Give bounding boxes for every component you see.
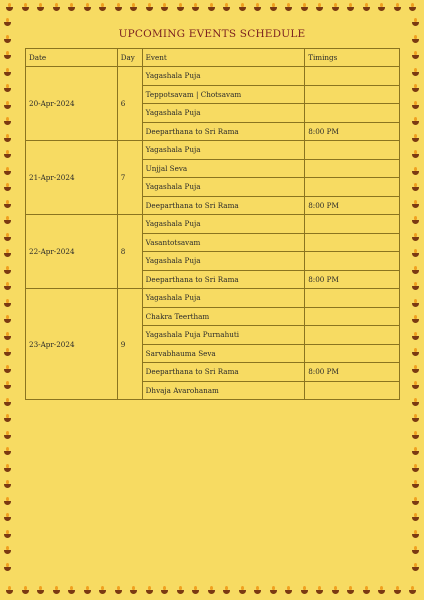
event-cell: Yagashala Puja (142, 289, 305, 308)
diya-lamp-icon (412, 369, 419, 373)
diya-lamp-icon (412, 550, 419, 554)
diya-lamp-icon (53, 590, 60, 594)
diya-lamp-icon (412, 187, 419, 191)
diya-lamp-icon (4, 517, 11, 521)
diya-lamp-icon (332, 7, 339, 11)
diya-lamp-icon (412, 171, 419, 175)
event-cell: Sarvabhauma Seva (142, 344, 305, 363)
diya-lamp-icon (412, 55, 419, 59)
timing-cell (305, 381, 400, 400)
diya-lamp-icon (223, 7, 230, 11)
event-cell: Yagashala Puja (142, 67, 305, 86)
timing-cell (305, 104, 400, 123)
diya-lamp-icon (412, 385, 419, 389)
diya-lamp-icon (4, 105, 11, 109)
diya-lamp-icon (347, 590, 354, 594)
date-cell: 22-Apr-2024 (26, 215, 118, 289)
diya-lamp-icon (239, 590, 246, 594)
diya-lamp-icon (412, 418, 419, 422)
event-cell: Yagashala Puja (142, 178, 305, 197)
event-cell: Yagashala Puja (142, 141, 305, 160)
timing-cell (305, 159, 400, 178)
event-cell: Yagashala Puja (142, 252, 305, 271)
date-cell: 23-Apr-2024 (26, 289, 118, 400)
diya-lamp-icon (208, 7, 215, 11)
event-cell: Deeparthana to Sri Rama (142, 270, 305, 289)
timing-cell (305, 252, 400, 271)
diya-lamp-icon (6, 590, 13, 594)
diya-lamp-icon (84, 7, 91, 11)
diya-lamp-icon (301, 590, 308, 594)
diya-lamp-icon (363, 7, 370, 11)
diya-lamp-icon (378, 7, 385, 11)
header-row (26, 49, 400, 67)
diya-lamp-icon (254, 590, 261, 594)
timing-cell (305, 326, 400, 345)
diya-lamp-icon (4, 270, 11, 274)
diya-lamp-icon (130, 590, 137, 594)
timing-cell: 8:00 PM (305, 363, 400, 382)
day-cell: 9 (117, 289, 142, 400)
diya-lamp-icon (4, 72, 11, 76)
diya-lamp-icon (412, 319, 419, 323)
diya-lamp-icon (4, 402, 11, 406)
diya-lamp-icon (239, 7, 246, 11)
diya-lamp-icon (4, 468, 11, 472)
date-cell: 21-Apr-2024 (26, 141, 118, 215)
diya-lamp-icon (4, 204, 11, 208)
diya-lamp-icon (4, 369, 11, 373)
event-cell: Dhvaja Avarohanam (142, 381, 305, 400)
diya-lamp-icon (4, 319, 11, 323)
diya-lamp-icon (412, 105, 419, 109)
diya-lamp-icon (285, 7, 292, 11)
schedule-table (25, 48, 400, 400)
diya-lamp-icon (412, 468, 419, 472)
diya-lamp-icon (412, 220, 419, 224)
header-timings: Timings (305, 49, 400, 67)
event-cell: Vasantotsavam (142, 233, 305, 252)
diya-lamp-icon (4, 88, 11, 92)
diya-lamp-icon (270, 590, 277, 594)
diya-lamp-icon (68, 590, 75, 594)
diya-lamp-icon (4, 336, 11, 340)
timing-cell (305, 344, 400, 363)
date-cell: 20-Apr-2024 (26, 67, 118, 141)
diya-lamp-icon (4, 435, 11, 439)
event-cell: Yagashala Puja (142, 215, 305, 234)
diya-lamp-icon (4, 534, 11, 538)
event-cell: Deeparthana to Sri Rama (142, 196, 305, 215)
timing-cell (305, 67, 400, 86)
diya-lamp-icon (68, 7, 75, 11)
table-row (26, 215, 400, 234)
table-row (26, 141, 400, 160)
diya-lamp-icon (412, 402, 419, 406)
diya-lamp-icon (316, 7, 323, 11)
event-cell: Unjjal Seva (142, 159, 305, 178)
diya-lamp-icon (4, 187, 11, 191)
diya-lamp-icon (84, 590, 91, 594)
diya-lamp-icon (99, 590, 106, 594)
event-cell: Yagashala Puja (142, 104, 305, 123)
timing-cell (305, 85, 400, 104)
timing-cell (305, 289, 400, 308)
diya-lamp-icon (53, 7, 60, 11)
diya-lamp-icon (4, 501, 11, 505)
timing-cell (305, 233, 400, 252)
day-cell: 6 (117, 67, 142, 141)
diya-lamp-icon (6, 7, 13, 11)
event-cell: Chakra Teertham (142, 307, 305, 326)
diya-lamp-icon (177, 590, 184, 594)
diya-lamp-icon (412, 303, 419, 307)
diya-lamp-icon (412, 534, 419, 538)
event-cell: Deeparthana to Sri Rama (142, 363, 305, 382)
diya-lamp-icon (412, 204, 419, 208)
diya-lamp-icon (4, 171, 11, 175)
diya-lamp-icon (412, 501, 419, 505)
diya-lamp-icon (4, 451, 11, 455)
diya-lamp-icon (412, 484, 419, 488)
diya-lamp-icon (115, 7, 122, 11)
diya-lamp-icon (412, 121, 419, 125)
event-cell: Teppotsavam | Chotsavam (142, 85, 305, 104)
diya-lamp-icon (37, 590, 44, 594)
table-row (26, 67, 400, 86)
diya-lamp-icon (22, 7, 29, 11)
timing-cell (305, 307, 400, 326)
diya-lamp-icon (192, 590, 199, 594)
diya-lamp-icon (412, 154, 419, 158)
diya-lamp-icon (4, 237, 11, 241)
diya-lamp-icon (4, 121, 11, 125)
diya-lamp-icon (4, 286, 11, 290)
diya-lamp-icon (99, 7, 106, 11)
diya-lamp-icon (161, 7, 168, 11)
diya-lamp-icon (412, 336, 419, 340)
diya-lamp-icon (394, 590, 401, 594)
diya-lamp-icon (363, 590, 370, 594)
table-row (26, 289, 400, 308)
diya-lamp-icon (4, 154, 11, 158)
header-day: Day (117, 49, 142, 67)
diya-lamp-icon (4, 303, 11, 307)
diya-lamp-icon (394, 7, 401, 11)
diya-lamp-icon (412, 22, 419, 26)
diya-lamp-icon (412, 270, 419, 274)
diya-lamp-icon (412, 435, 419, 439)
diya-lamp-icon (412, 237, 419, 241)
diya-lamp-icon (412, 451, 419, 455)
diya-lamp-icon (412, 72, 419, 76)
diya-lamp-icon (4, 484, 11, 488)
diya-lamp-icon (412, 286, 419, 290)
day-cell: 8 (117, 215, 142, 289)
timing-cell (305, 141, 400, 160)
diya-lamp-icon (409, 7, 416, 11)
diya-lamp-icon (412, 517, 419, 521)
header-date: Date (26, 49, 118, 67)
diya-lamp-icon (223, 590, 230, 594)
diya-lamp-icon (177, 7, 184, 11)
event-cell: Deeparthana to Sri Rama (142, 122, 305, 141)
diya-lamp-icon (208, 590, 215, 594)
diya-lamp-icon (115, 590, 122, 594)
diya-lamp-icon (412, 567, 419, 571)
diya-lamp-icon (4, 567, 11, 571)
diya-lamp-icon (4, 220, 11, 224)
diya-lamp-icon (146, 7, 153, 11)
diya-lamp-icon (37, 7, 44, 11)
diya-lamp-icon (409, 590, 416, 594)
diya-lamp-icon (301, 7, 308, 11)
diya-lamp-icon (22, 590, 29, 594)
timing-cell (305, 178, 400, 197)
header-event: Event (142, 49, 305, 67)
diya-lamp-icon (161, 590, 168, 594)
diya-lamp-icon (146, 590, 153, 594)
diya-lamp-icon (332, 590, 339, 594)
timing-cell: 8:00 PM (305, 270, 400, 289)
diya-lamp-icon (192, 7, 199, 11)
page-title: UPCOMING EVENTS SCHEDULE (118, 28, 306, 40)
timing-cell: 8:00 PM (305, 196, 400, 215)
diya-lamp-icon (4, 253, 11, 257)
diya-lamp-icon (4, 55, 11, 59)
diya-lamp-icon (347, 7, 354, 11)
day-cell: 7 (117, 141, 142, 215)
diya-lamp-icon (412, 253, 419, 257)
timing-cell: 8:00 PM (305, 122, 400, 141)
diya-lamp-icon (4, 138, 11, 142)
diya-lamp-icon (378, 590, 385, 594)
diya-lamp-icon (316, 590, 323, 594)
diya-lamp-icon (412, 88, 419, 92)
diya-lamp-icon (270, 7, 277, 11)
diya-lamp-icon (4, 418, 11, 422)
diya-lamp-icon (412, 352, 419, 356)
diya-lamp-icon (4, 385, 11, 389)
diya-lamp-icon (285, 590, 292, 594)
diya-lamp-icon (130, 7, 137, 11)
schedule-body (26, 67, 400, 400)
diya-lamp-icon (4, 352, 11, 356)
diya-lamp-icon (4, 22, 11, 26)
event-cell: Yagashala Puja Purnahuti (142, 326, 305, 345)
diya-lamp-icon (254, 7, 261, 11)
diya-lamp-icon (412, 138, 419, 142)
timing-cell (305, 215, 400, 234)
diya-lamp-icon (4, 550, 11, 554)
